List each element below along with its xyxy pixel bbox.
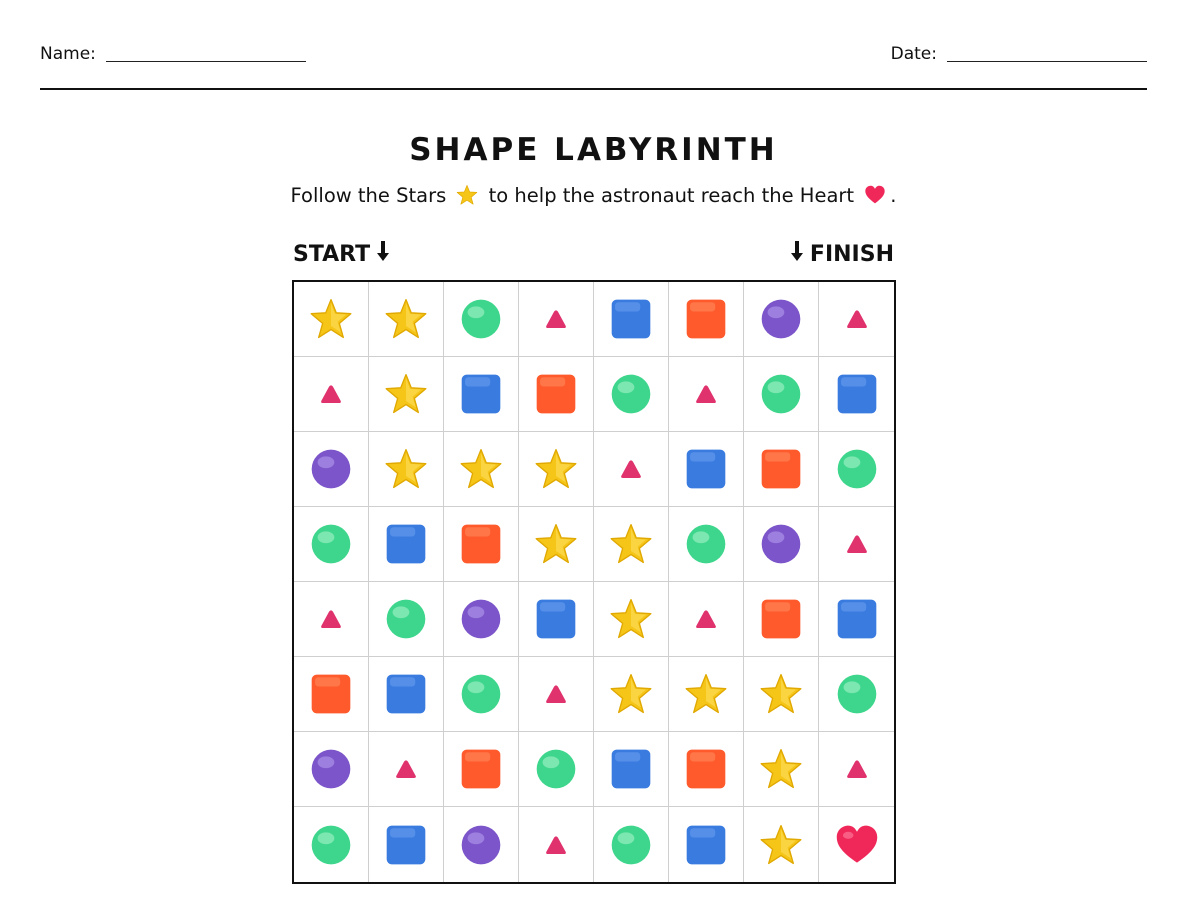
maze-cell[interactable]: [519, 282, 594, 357]
heart-icon: [835, 823, 879, 867]
maze-cell[interactable]: [444, 807, 519, 882]
maze-cell[interactable]: [369, 657, 444, 732]
maze-cell[interactable]: [369, 582, 444, 657]
orange-square-icon: [460, 748, 502, 790]
maze-cell[interactable]: [369, 507, 444, 582]
pink-triangle-icon: [620, 459, 642, 479]
maze-cell[interactable]: [594, 582, 669, 657]
orange-square-icon: [685, 748, 727, 790]
purple-circle-icon: [310, 748, 352, 790]
date-input-line[interactable]: [947, 61, 1147, 62]
maze-cell[interactable]: [369, 357, 444, 432]
blue-square-icon: [535, 598, 577, 640]
maze-cell[interactable]: [669, 507, 744, 582]
blue-square-icon: [836, 373, 878, 415]
maze-cell[interactable]: [594, 807, 669, 882]
pink-triangle-icon: [695, 384, 717, 404]
maze-cell[interactable]: [294, 507, 369, 582]
name-field: [40, 44, 306, 64]
maze-cell[interactable]: [744, 582, 819, 657]
green-circle-icon: [535, 748, 577, 790]
maze-cell[interactable]: [669, 357, 744, 432]
maze-cell[interactable]: [819, 657, 894, 732]
maze-cell[interactable]: [819, 807, 894, 882]
maze-cell[interactable]: [594, 432, 669, 507]
maze-cell[interactable]: [519, 657, 594, 732]
date-label: Date:: [890, 44, 937, 64]
maze-cell[interactable]: [669, 582, 744, 657]
orange-square-icon: [760, 448, 802, 490]
maze-cell[interactable]: [369, 807, 444, 882]
star-icon: [534, 522, 578, 566]
maze-grid: [292, 280, 896, 884]
maze-cell[interactable]: [519, 507, 594, 582]
star-icon: [309, 297, 353, 341]
star-icon: [684, 672, 728, 716]
star-icon: [459, 447, 503, 491]
star-icon: [456, 184, 478, 213]
down-arrow-icon: [376, 241, 390, 269]
pink-triangle-icon: [395, 759, 417, 779]
blue-square-icon: [685, 448, 727, 490]
orange-square-icon: [310, 673, 352, 715]
pink-triangle-icon: [846, 759, 868, 779]
maze-cell[interactable]: [444, 432, 519, 507]
finish-text: FINISH: [809, 242, 894, 267]
blue-square-icon: [385, 673, 427, 715]
blue-square-icon: [610, 748, 652, 790]
maze-cell[interactable]: [519, 432, 594, 507]
maze-cell[interactable]: [519, 807, 594, 882]
maze-cell[interactable]: [669, 732, 744, 807]
maze-cell[interactable]: [744, 657, 819, 732]
green-circle-icon: [310, 523, 352, 565]
green-circle-icon: [460, 673, 502, 715]
maze-cell[interactable]: [519, 357, 594, 432]
star-icon: [609, 597, 653, 641]
start-label: [293, 241, 396, 269]
orange-square-icon: [535, 373, 577, 415]
maze-cell[interactable]: [669, 432, 744, 507]
pink-triangle-icon: [545, 684, 567, 704]
blue-square-icon: [385, 824, 427, 866]
start-text: START: [293, 242, 371, 267]
finish-label: [784, 241, 894, 269]
purple-circle-icon: [460, 824, 502, 866]
maze-cell[interactable]: [744, 432, 819, 507]
maze-cell[interactable]: [444, 732, 519, 807]
blue-square-icon: [385, 523, 427, 565]
maze-cell[interactable]: [294, 582, 369, 657]
maze-cell[interactable]: [819, 432, 894, 507]
purple-circle-icon: [760, 523, 802, 565]
instructions-part-2: to help the astronaut reach the Heart: [488, 184, 855, 207]
maze-cell[interactable]: [444, 582, 519, 657]
orange-square-icon: [685, 298, 727, 340]
star-icon: [759, 747, 803, 791]
maze-cell[interactable]: [669, 657, 744, 732]
maze-cell[interactable]: [744, 282, 819, 357]
maze-cell[interactable]: [444, 657, 519, 732]
maze-cell[interactable]: [519, 582, 594, 657]
blue-square-icon: [685, 824, 727, 866]
pink-triangle-icon: [846, 309, 868, 329]
maze-cell[interactable]: [294, 807, 369, 882]
date-field: [891, 44, 1147, 64]
maze-cell[interactable]: [744, 732, 819, 807]
pink-triangle-icon: [320, 609, 342, 629]
maze-cell[interactable]: [369, 282, 444, 357]
maze-cell[interactable]: [594, 732, 669, 807]
pink-triangle-icon: [695, 609, 717, 629]
maze-cell[interactable]: [294, 657, 369, 732]
maze-cell[interactable]: [594, 282, 669, 357]
green-circle-icon: [836, 673, 878, 715]
star-icon: [759, 823, 803, 867]
blue-square-icon: [610, 298, 652, 340]
maze-cell[interactable]: [669, 807, 744, 882]
green-circle-icon: [385, 598, 427, 640]
star-icon: [534, 447, 578, 491]
maze-cell[interactable]: [744, 507, 819, 582]
star-icon: [384, 372, 428, 416]
pink-triangle-icon: [320, 384, 342, 404]
green-circle-icon: [836, 448, 878, 490]
star-icon: [609, 672, 653, 716]
orange-square-icon: [460, 523, 502, 565]
maze-cell[interactable]: [519, 732, 594, 807]
pink-triangle-icon: [846, 534, 868, 554]
star-icon: [609, 522, 653, 566]
name-input-line[interactable]: [106, 61, 306, 62]
maze-cell[interactable]: [294, 282, 369, 357]
maze-cell[interactable]: [369, 732, 444, 807]
purple-circle-icon: [460, 598, 502, 640]
maze-cell[interactable]: [819, 507, 894, 582]
maze-cell[interactable]: [819, 357, 894, 432]
star-icon: [384, 297, 428, 341]
maze-cell[interactable]: [594, 357, 669, 432]
maze-cell[interactable]: [594, 507, 669, 582]
green-circle-icon: [760, 373, 802, 415]
heart-icon: [864, 184, 886, 213]
purple-circle-icon: [310, 448, 352, 490]
blue-square-icon: [836, 598, 878, 640]
star-icon: [384, 447, 428, 491]
maze-cell[interactable]: [744, 357, 819, 432]
maze-cell[interactable]: [294, 732, 369, 807]
maze-cell[interactable]: [294, 432, 369, 507]
instructions-part-3: .: [890, 184, 897, 207]
green-circle-icon: [310, 824, 352, 866]
pink-triangle-icon: [545, 835, 567, 855]
star-icon: [759, 672, 803, 716]
maze-cell[interactable]: [369, 432, 444, 507]
maze-cell[interactable]: [444, 282, 519, 357]
maze-cell[interactable]: [819, 582, 894, 657]
maze-cell[interactable]: [744, 807, 819, 882]
pink-triangle-icon: [545, 309, 567, 329]
maze-cell[interactable]: [444, 507, 519, 582]
maze-cell[interactable]: [594, 657, 669, 732]
green-circle-icon: [610, 373, 652, 415]
blue-square-icon: [460, 373, 502, 415]
maze-cell[interactable]: [444, 357, 519, 432]
instructions: [0, 183, 1187, 213]
maze-cell[interactable]: [819, 282, 894, 357]
down-arrow-icon: [790, 241, 804, 269]
name-label: Name:: [40, 44, 96, 64]
orange-square-icon: [760, 598, 802, 640]
maze-cell[interactable]: [819, 732, 894, 807]
page-title: SHAPE LABYRINTH: [409, 132, 778, 168]
purple-circle-icon: [760, 298, 802, 340]
maze-cell[interactable]: [669, 282, 744, 357]
worksheet-header: [40, 40, 1147, 90]
green-circle-icon: [685, 523, 727, 565]
instructions-part-1: Follow the Stars: [290, 184, 447, 207]
green-circle-icon: [610, 824, 652, 866]
maze-cell[interactable]: [294, 357, 369, 432]
green-circle-icon: [460, 298, 502, 340]
